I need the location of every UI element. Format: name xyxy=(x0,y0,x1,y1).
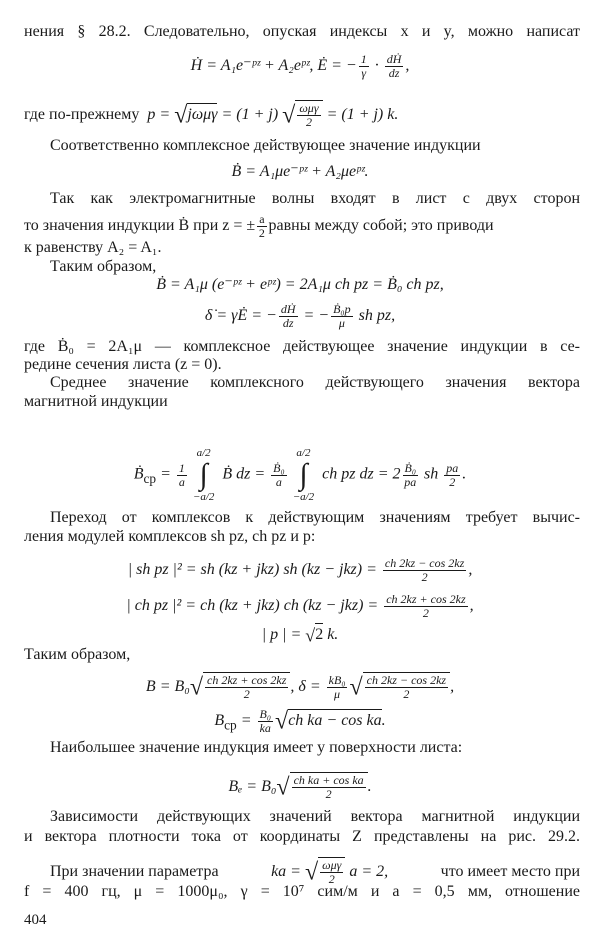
fraction xyxy=(258,708,274,735)
eq-text: = (1 + j) k. xyxy=(322,106,399,124)
fraction xyxy=(331,303,353,330)
equation-b-delta-rms xyxy=(0,672,600,701)
fraction xyxy=(359,53,369,80)
denominator: a xyxy=(178,474,185,489)
numerator: kB₀ xyxy=(328,673,346,687)
sqrt-icon: √ xyxy=(305,625,316,646)
text-line: где Ḃ₀ = 2A₁μ — комплексное действующее значение индукции в се- xyxy=(24,338,580,355)
numerator: dḢ xyxy=(280,302,296,316)
numerator: ch 2kz − cos 2kz xyxy=(384,556,465,570)
text: что имеет место при xyxy=(440,862,580,880)
integral-icon: ∫ xyxy=(199,458,208,491)
sqrt-icon: √ xyxy=(275,708,289,735)
text-line: редине сечения листа (z = 0). xyxy=(24,356,222,373)
numerator: pa xyxy=(446,460,459,475)
text-line: Соответственно комплексное действующее значение индукции xyxy=(50,137,481,154)
radicand: jωμγ xyxy=(187,103,217,125)
eq-text: Bₑ = B₀ xyxy=(228,778,277,796)
eq-text: = − xyxy=(299,307,330,325)
denominator: dz xyxy=(388,66,400,80)
numerator: 1 xyxy=(360,52,367,66)
eq-text: . xyxy=(367,778,372,796)
eq-text: sh xyxy=(420,465,443,483)
eq-text: = (1 + j) xyxy=(217,106,283,124)
text-line-with-equation xyxy=(24,213,580,240)
text-line: Среднее значение комплексного действующего значения вектора xyxy=(50,374,580,391)
text: равны между собой; это приводи xyxy=(268,217,494,235)
text-line: к равенству A₂ = A₁. xyxy=(24,239,162,256)
radicand: ch ka − cos ka xyxy=(288,709,381,731)
fraction xyxy=(297,102,320,129)
eq-text: | ch pz |² = ch (kz + jkz) ch (kz − jkz) = xyxy=(126,597,383,615)
eq-text: = xyxy=(156,465,175,483)
numerator: ωμγ xyxy=(322,858,342,872)
fraction xyxy=(403,462,419,489)
equation-ch-modulus xyxy=(0,593,600,620)
equation-sh-modulus xyxy=(0,557,600,584)
eq-text: | sh pz |² = sh (kz + jkz) sh (kz − jkz) = xyxy=(127,561,381,579)
eq-text: Ḃ dz = xyxy=(218,465,270,483)
denominator: 2 xyxy=(422,606,429,620)
sqrt-icon: √ xyxy=(189,674,203,701)
equation-b-surface xyxy=(0,772,600,801)
eq-text: B xyxy=(214,712,225,730)
numerator: ωμγ xyxy=(299,101,319,115)
sqrt-icon: √ xyxy=(349,674,363,701)
denominator: 2 xyxy=(325,787,332,801)
eq-text: k. xyxy=(323,626,339,643)
fraction xyxy=(385,53,404,80)
fraction xyxy=(327,674,348,701)
text-line: Таким образом, xyxy=(50,258,157,275)
denominator: μ xyxy=(334,687,341,701)
text-line: нения § 28.2. Следовательно, опуская индексы x и y, можно написат xyxy=(24,23,580,40)
eq-text: , xyxy=(405,57,410,75)
eq-text: ka = xyxy=(271,863,305,881)
eq-text: p = xyxy=(147,106,175,124)
denominator: 2 xyxy=(305,115,312,129)
text: где по-прежнему xyxy=(24,106,140,124)
upper-limit: a/2 xyxy=(196,447,211,459)
denominator: 2 xyxy=(421,570,428,584)
numerator: B₀ xyxy=(259,707,272,721)
fraction xyxy=(292,774,366,801)
sqrt-icon: √ xyxy=(174,102,188,129)
eq-text: · xyxy=(370,57,383,75)
denominator: pa xyxy=(404,474,417,489)
radicand: 2 xyxy=(315,623,323,645)
lower-limit: −a/2 xyxy=(192,491,215,503)
denominator: 2 xyxy=(258,226,265,240)
text-line: f = 400 гц, μ = 1000μ₀, γ = 10⁷ сим/м и a = 0,5 мм, отношение xyxy=(24,883,580,900)
text: При значении параметра xyxy=(50,862,219,880)
fraction xyxy=(257,213,266,240)
eq-text: , xyxy=(468,561,473,579)
fraction xyxy=(279,303,298,330)
eq-text: | p | = xyxy=(261,626,306,643)
sqrt-icon: √ xyxy=(282,102,296,129)
text-line: Наибольшее значение индукция имеет у поверхности листа: xyxy=(50,739,463,756)
text: то значения индукции Ḃ при z = ± xyxy=(24,217,256,235)
integral xyxy=(293,447,314,503)
numerator: ch 2kz − cos 2kz xyxy=(366,673,447,687)
sqrt-icon: √ xyxy=(304,859,319,886)
fraction xyxy=(365,674,448,701)
subscript: ср xyxy=(143,470,157,486)
denominator: 2 xyxy=(449,474,456,489)
equation-b-average-rms xyxy=(0,708,600,735)
numerator: ch 2kz + cos 2kz xyxy=(386,592,466,606)
eq-text: , δ = xyxy=(290,678,325,696)
text-line: ления модулей комплексов sh pz, ch pz и p: xyxy=(24,528,316,545)
text-line: и вектора плотности тока от координаты Z представлены на рис. 29.2. xyxy=(24,828,580,845)
text-line: Таким образом, xyxy=(24,646,131,663)
text-line: магнитной индукции xyxy=(24,393,168,410)
fraction xyxy=(271,462,287,489)
fraction xyxy=(205,674,288,701)
numerator: ch 2kz + cos 2kz xyxy=(207,673,287,687)
fraction xyxy=(177,462,187,489)
eq-text: , xyxy=(450,678,455,696)
numerator: dḢ xyxy=(386,52,402,66)
numerator: Ḃ₀ xyxy=(273,460,285,475)
eq-text: ch pz dz = 2 xyxy=(318,465,401,483)
eq-text: δ̇ = γĖ = − xyxy=(204,307,277,325)
numerator: ch ka + cos ka xyxy=(293,773,364,787)
denominator: ka xyxy=(259,721,271,735)
eq-text: = xyxy=(236,712,256,730)
upper-limit: a/2 xyxy=(296,447,311,459)
numerator: Ḃ₀ xyxy=(404,460,417,475)
denominator: μ xyxy=(338,316,345,330)
eq-text: . xyxy=(462,465,467,483)
denominator: 2 xyxy=(328,872,335,886)
eq-text: Ḃ xyxy=(133,465,144,483)
integral-icon: ∫ xyxy=(299,458,308,491)
denominator: γ xyxy=(361,66,367,80)
equation-b: Ḃ = A₁μe⁻ᵖᶻ + A₂μeᵖᶻ. xyxy=(231,163,369,180)
integral xyxy=(193,447,214,503)
eq-text: B = B₀ xyxy=(145,678,190,696)
numerator: 1 xyxy=(178,460,185,475)
numerator: a xyxy=(259,212,265,226)
text-line: Переход от комплексов к действующим значениям требует вычис- xyxy=(50,509,580,526)
equation-b-ch: Ḃ = A₁μ (e⁻ᵖᶻ + eᵖᶻ) = 2A₁μ ch pz = Ḃ₀ ch pz, xyxy=(156,276,444,293)
fraction xyxy=(383,557,466,584)
eq-text: , xyxy=(469,597,474,615)
text-line: Так как электромагнитные волны входят в лист с двух сторон xyxy=(50,190,580,207)
denominator: 2 xyxy=(403,687,410,701)
numerator: Ḃ₀p xyxy=(333,302,351,316)
equation-h-e xyxy=(0,53,600,80)
equation-p-modulus xyxy=(0,623,600,645)
eq-text: Ḣ = A₁e⁻ᵖᶻ + A₂eᵖᶻ, Ė = − xyxy=(190,57,357,75)
lower-limit: −a/2 xyxy=(292,491,315,503)
eq-text: . xyxy=(381,712,386,730)
page-number: 404 xyxy=(24,912,47,928)
denominator: dz xyxy=(282,316,294,330)
subscript: ср xyxy=(224,717,237,733)
eq-text: sh pz, xyxy=(354,307,396,325)
denominator: a xyxy=(275,474,282,489)
sqrt-icon: √ xyxy=(276,774,290,801)
fraction xyxy=(444,462,460,489)
equation-b-average xyxy=(0,447,600,503)
text-line-with-equation xyxy=(24,100,580,129)
eq-text: a = 2, xyxy=(345,863,389,881)
equation-delta xyxy=(0,303,600,330)
text-line: Зависимости действующих значений вектора магнитной индукции xyxy=(50,808,580,825)
denominator: 2 xyxy=(243,687,250,701)
fraction xyxy=(384,593,467,620)
